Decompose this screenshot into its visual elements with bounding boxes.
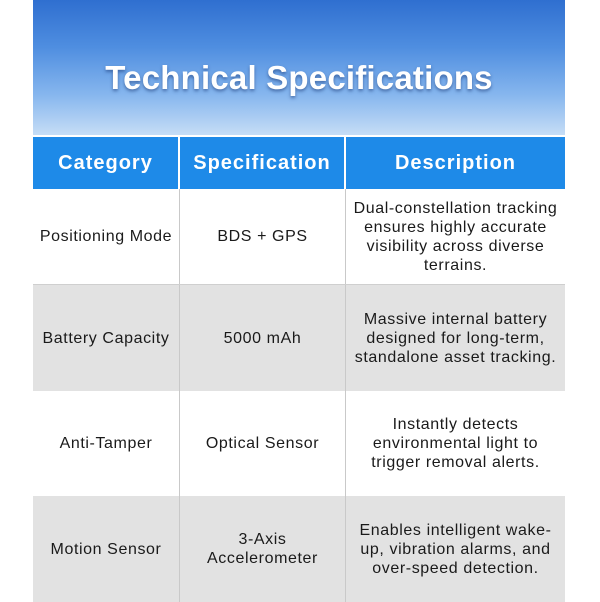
- table-header-row: [33, 137, 565, 189]
- description-cell: Massive internal battery designed for long-term, standalone asset tracking.: [354, 310, 557, 366]
- column-header-category: Category: [33, 137, 180, 189]
- specification-cell: BDS + GPS: [180, 189, 346, 284]
- specification-cell: Optical Sensor: [180, 391, 346, 496]
- spec-sheet: [33, 0, 565, 600]
- column-header-description: Description: [394, 151, 517, 174]
- column-header-specification: Specification: [180, 137, 346, 189]
- category-cell: Battery Capacity: [33, 285, 180, 391]
- category-cell: Motion Sensor: [33, 496, 180, 602]
- category-cell: Positioning Mode: [33, 189, 180, 284]
- specification-cell: 3-Axis Accelerometer: [180, 496, 346, 602]
- description-cell: Instantly detects environmental light to trigger removal alerts.: [371, 416, 540, 471]
- page-title: Technical Specifications: [105, 58, 493, 96]
- description-cell: Enables intelligent wake-up, vibration alarms, and over-speed detection.: [359, 521, 552, 577]
- table-row: [33, 189, 565, 285]
- spec-table: [33, 137, 565, 602]
- category-cell: Anti-Tamper: [33, 391, 180, 496]
- specification-cell: 5000 mAh: [180, 285, 346, 391]
- table-row: [33, 391, 565, 496]
- table-row: [33, 496, 565, 602]
- title-banner: [33, 0, 565, 135]
- table-row: [33, 285, 565, 391]
- description-cell: Dual-constellation tracking ensures highly accurate visibility across diverse terrains.: [353, 199, 558, 274]
